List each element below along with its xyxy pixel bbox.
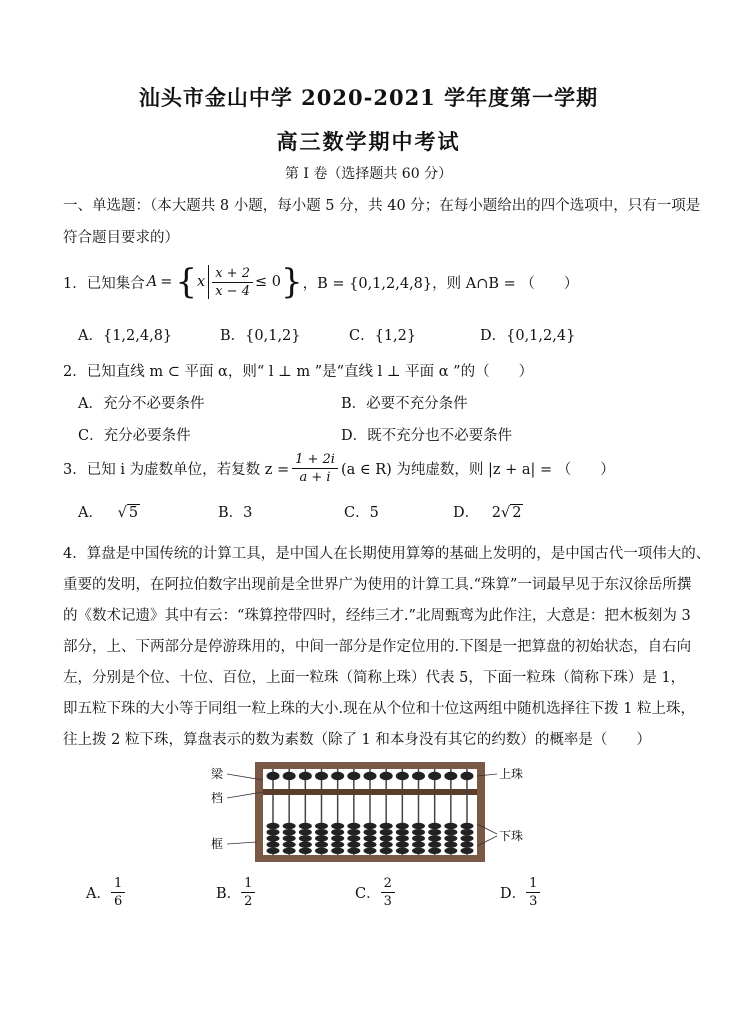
abacus-lower-bead [315,841,328,847]
abacus-upper-bead [283,772,296,780]
q4-option-d-den: 3 [529,894,538,909]
abacus-upper-bead [267,772,280,780]
q4-line-4: 部分，上、下两部分是停游珠用的，中间一部分是作定位用的.下图是一把算盘的初始状态，自右向 [63,639,692,655]
q4-option-b-frac [241,876,255,909]
q3-fraction [292,452,338,485]
q4-option-b-label: B． [216,886,242,902]
abacus-lower-bead [299,848,312,854]
q3-frac-num: 1 + 2i [292,452,338,469]
abacus-lower-bead [347,829,360,835]
q4-option-d-num: 1 [526,876,540,893]
abacus-lower-bead [396,823,409,829]
abacus-lower-bead [331,829,344,835]
question-1-stem: 1．已知集合 A = { x $\frac{x + 2}{x - 4}$ ≤ 0 } ，B = {0,1,2,4,8}，则 A∩B = （ ） [63,262,579,302]
q4-option-d-label: D． [500,886,527,902]
q4-option-c-label: C． [355,886,381,902]
abacus-upper-bead [315,772,328,780]
exam-title: 汕头市金山中学 2020-2021 学年度第一学期 [138,85,599,110]
q1-fraction [212,266,253,299]
abacus-lower-bead [267,848,280,854]
q4-line-6: 即五粒下珠的大小等于同组一粒上珠的大小.现在从个位和十位这两组中随机选择往下拨 1 粒上珠， [63,701,696,717]
abacus-lower-bead [283,848,296,854]
q3-option-a-radicand: 5 [128,505,139,521]
q3-prefix: 3．已知 i 为虚数单位，若复数 z = [63,461,290,478]
abacus-lower-bead [299,823,312,829]
question-3-stem [63,448,615,488]
abacus-lower-bead [267,823,280,829]
q1-set-b: ，B = {0,1,2,4,8}，则 A∩B = （ ） [302,275,579,292]
abacus-lower-bead [412,823,425,829]
abacus-lower-bead [428,823,441,829]
q3-option-d-coef: 2 [491,505,501,521]
abacus-upper-bead [364,772,377,780]
q3-option-a-label: A． [78,505,103,521]
q4-line-2: 重要的发明，在阿拉伯数字出现前是全世界广为使用的计算工具.“珠算”一词最早见于东汉徐岳所撰 [63,577,692,593]
abacus-upper-bead [299,772,312,780]
q4-option-b-num: 1 [241,876,255,893]
abacus-lower-bead [315,848,328,854]
q3-option-a [78,501,140,522]
abacus-lower-bead [428,829,441,835]
abacus-lower-bead [283,823,296,829]
abacus-lower-bead [412,835,425,841]
abacus-lower-bead [364,841,377,847]
label-upper-bead: 上珠 [499,767,524,781]
q4-option-a-den: 6 [113,894,123,909]
q4-option-c [355,876,395,909]
q1-frac-den: x − 4 [215,283,250,299]
q4-option-a-num: 1 [111,876,125,893]
abacus-lower-bead [267,835,280,841]
q3-option-b: B．3 [218,505,253,521]
abacus-svg [205,758,535,870]
abacus-lower-bead [347,823,360,829]
q4-option-a [86,876,125,909]
q4-line-1: 4．算盘是中国传统的计算工具，是中国人在长期使用算筹的基础上发明的，是中国古代一项伟大的、 [63,546,711,562]
abacus-lower-bead [283,841,296,847]
abacus-lower-bead [461,848,474,854]
abacus-lower-bead [396,848,409,854]
abacus-lower-bead [267,829,280,835]
abacus-lower-bead [364,835,377,841]
abacus-lower-bead [299,841,312,847]
q1-ineq: ≤ 0 [254,274,281,290]
abacus-lower-bead [444,823,457,829]
abacus-lower-bead [461,823,474,829]
q4-option-c-num: 2 [381,876,395,893]
label-line-frame [227,842,257,844]
exam-subtitle: 高三数学期中考试 [276,129,461,154]
abacus-lower-bead [412,841,425,847]
abacus-lower-bead [380,823,393,829]
label-frame: 框 [211,837,224,851]
q1-option-b: B．{0,1,2} [220,328,301,344]
q3-option-d-label: D． [453,505,480,521]
q3-option-d-sqrt: √ 2 [500,505,522,521]
abacus-lower-bead [364,848,377,854]
abacus-lower-bead [331,848,344,854]
abacus-lower-bead [267,841,280,847]
q1-option-d: D．{0,1,2,4} [480,328,576,344]
q1-option-c: C．{1,2} [349,328,417,344]
q2-option-d: D．既不充分也不必要条件 [341,428,513,444]
abacus-lower-bead [331,835,344,841]
q4-option-b [216,876,255,909]
q4-line-7: 往上拨 2 粒下珠，算盘表示的数为素数（除了 1 和本身没有其它的约数）的概率是（ ） [63,732,651,748]
label-rod: 档 [211,791,224,805]
q3-option-a-sqrt: √ 5 [117,505,139,521]
abacus-lower-bead [396,841,409,847]
abacus-lower-bead [396,829,409,835]
q1-set-a: A [146,274,158,290]
q4-option-b-den: 2 [244,894,253,909]
abacus-lower-bead [461,829,474,835]
q2-option-c: C．充分必要条件 [78,428,191,444]
q4-option-d-frac [526,876,540,909]
abacus-figure [205,758,535,870]
abacus-lower-bead [283,829,296,835]
abacus-lower-bead [299,829,312,835]
label-lower-bead: 下珠 [499,829,524,843]
q2-option-a: A．充分不必要条件 [78,396,205,412]
abacus-lower-bead [331,841,344,847]
q4-line-3: 的《数术记遗》其中有云：“珠算控带四时，经纬三才.”北周甄鸾为此作注，大意是：把木板刻为 3 [63,608,691,624]
q1-frac-num: x + 2 [212,266,253,283]
abacus-lower-bead [347,835,360,841]
q1-brace-close: } [280,262,303,302]
q4-option-a-frac [111,876,125,909]
abacus-lower-bead [461,841,474,847]
abacus-lower-bead [315,829,328,835]
abacus-upper-bead [347,772,360,780]
q2-option-b: B．必要不充分条件 [341,396,468,412]
abacus-upper-bead [428,772,441,780]
abacus-lower-bead [380,841,393,847]
q1-prefix: 1．已知集合 [63,275,145,292]
abacus-lower-bead [428,848,441,854]
q3-frac-den: a + i [299,469,331,485]
label-beam: 梁 [211,767,224,781]
abacus-upper-bead [380,772,393,780]
abacus-lower-bead [444,829,457,835]
q3-suffix: (a ∈ R) 为纯虚数，则 |z + a| = （ ） [340,461,615,478]
volume-label: 第 I 卷（选择题共 60 分） [284,166,453,182]
abacus-lower-bead [428,841,441,847]
abacus-lower-bead [347,848,360,854]
q4-option-c-frac [381,876,395,909]
q4-option-c-den: 3 [383,894,392,909]
abacus-lower-bead [380,829,393,835]
abacus-lower-bead [428,835,441,841]
abacus-lower-bead [461,835,474,841]
abacus-lower-bead [315,823,328,829]
abacus-lower-bead [364,829,377,835]
q4-option-d [500,876,540,909]
abacus-upper-bead [461,772,474,780]
abacus-lower-bead [331,823,344,829]
abacus-lower-bead [412,848,425,854]
section-heading-line1: 一、单选题：（本大题共 8 小题，每小题 5 分，共 40 分；在每小题给出的四个选项中，只有一项是 [63,198,701,214]
q1-bar [208,265,209,299]
q3-option-d [453,501,523,522]
abacus-lower-bead [315,835,328,841]
abacus-lower-bead [412,829,425,835]
abacus-lower-bead [380,848,393,854]
abacus-lower-bead [396,835,409,841]
abacus-lower-bead [444,848,457,854]
abacus-lower-bead [283,835,296,841]
q1-brace-open: { [175,262,198,302]
abacus-lower-bead [444,835,457,841]
q4-line-5: 左，分别是个位、十位、百位，上面一粒珠（简称上珠）代表 5，下面一粒珠（简称下珠）是 1， [63,670,686,686]
q1-option-a: A．{1,2,4,8} [78,328,173,344]
abacus-lower-bead [380,835,393,841]
abacus-upper-bead [412,772,425,780]
q1-set-var: x [197,274,206,290]
abacus-upper-bead [331,772,344,780]
abacus-lower-bead [444,841,457,847]
section-heading-line2: 符合题目要求的） [63,230,179,246]
abacus-upper-bead [444,772,457,780]
abacus-lower-bead [347,841,360,847]
question-2-stem: 2．已知直线 m ⊂ 平面 α，则“ l ⊥ m ”是“直线 l ⊥ 平面 α ”的（ ） [63,364,534,380]
q3-option-d-radicand: 2 [512,505,522,521]
abacus-upper-bead [396,772,409,780]
abacus-lower-bead [299,835,312,841]
q3-option-c: C．5 [344,505,379,521]
abacus-lower-bead [364,823,377,829]
q4-option-a-label: A． [86,886,111,902]
